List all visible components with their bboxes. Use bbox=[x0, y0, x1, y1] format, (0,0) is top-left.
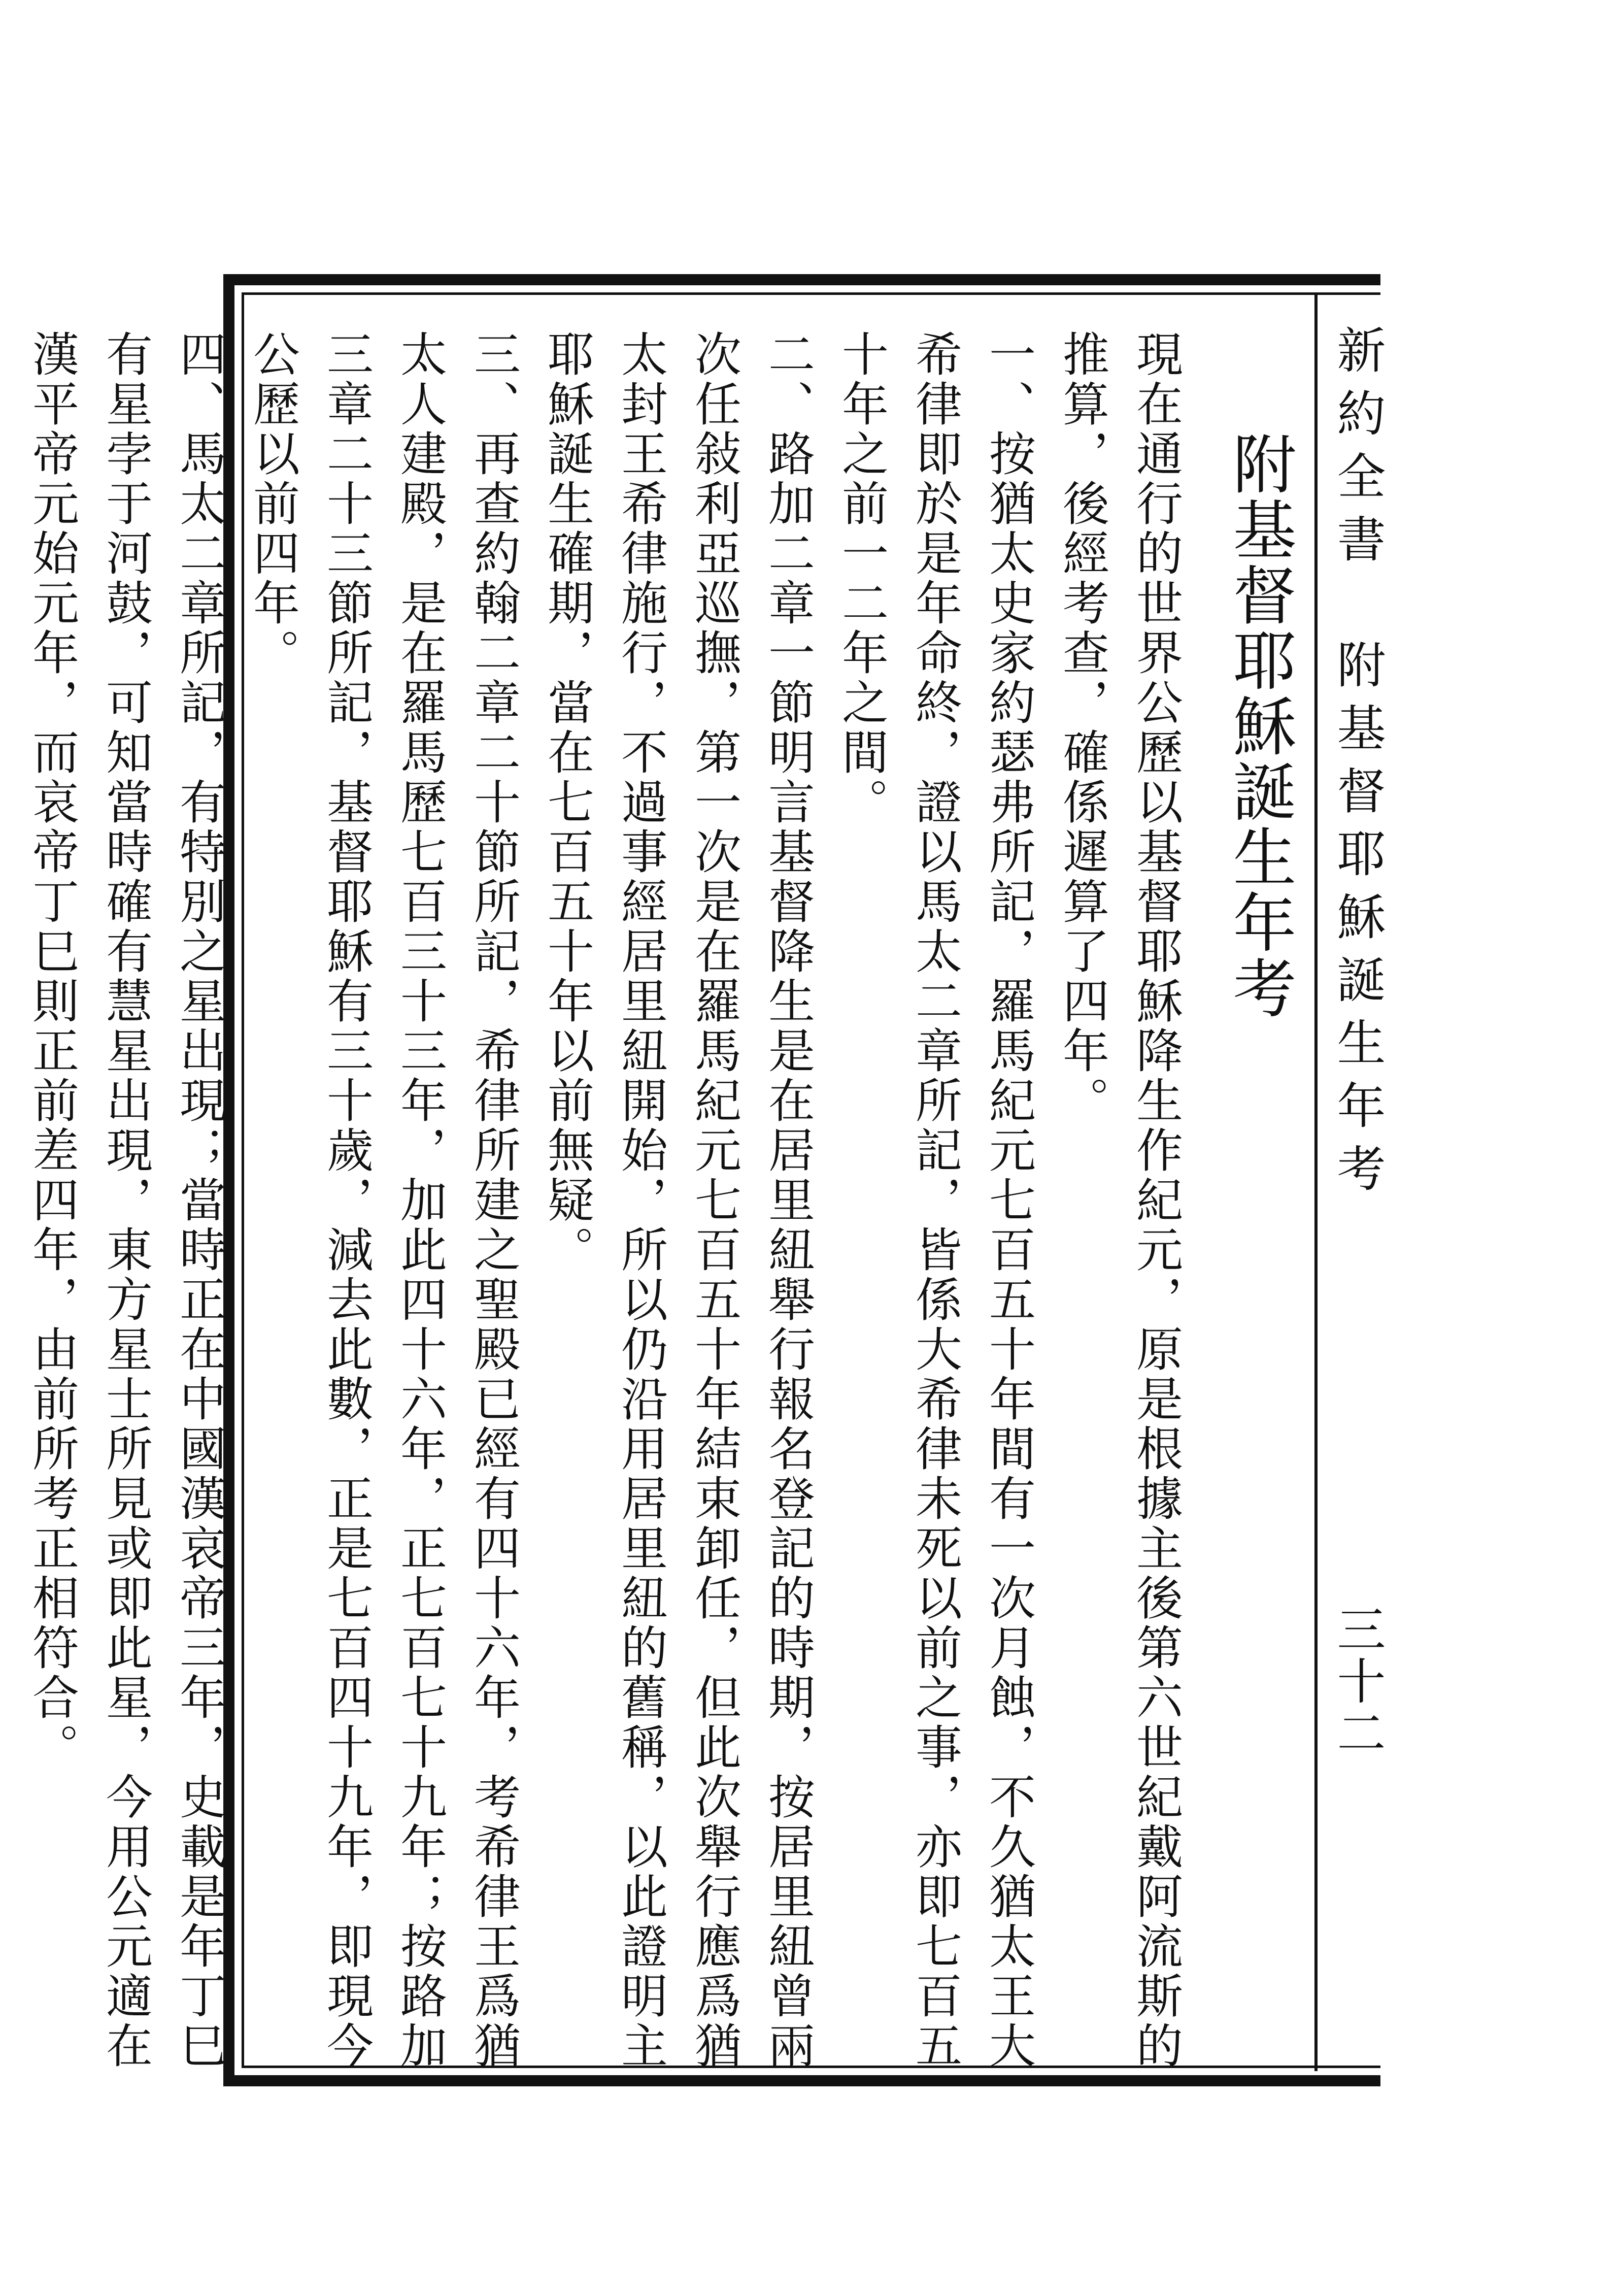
main-text bbox=[25, 330, 1304, 2076]
paragraph-3: 三、再查約翰二章二十節所記，希律所建之聖殿已經有四十六年，考希律王爲猶太人建殿，是在羅馬歷七百三十三年，加此四十六年，正七百七十九年；按路加三章二十三節所記，基督耶穌有三十歲，減去此數，正是七百四十九年，即現今公歷以前四年。 bbox=[246, 330, 521, 2071]
paragraph-1: 一、按猶太史家約瑟弗所記，羅馬紀元七百五十年間有一次月蝕，不久猶太王大希律即於是年命終，證以馬太二章所記，皆係大希律未死以前之事，亦即七百五十年之前一二年之間。 bbox=[834, 330, 1036, 2071]
running-head: 新約全書 附基督耶穌誕生年考 bbox=[1329, 325, 1386, 1206]
paragraph-intro: 現在通行的世界公歷以基督耶穌降生作紀元，原是根據主後第六世紀戴阿流斯的推算，後經考查，確係遲算了四年。 bbox=[1055, 330, 1183, 2071]
header-divider bbox=[1314, 294, 1318, 2071]
paragraph-4: 四、馬太二章所記，有特別之星出現；當時正在中國漢哀帝三年，史載是年丁巳有星孛于河鼓，可知當時確有慧星出現，東方星士所見或即此星，今用公元適在漢平帝元始元年，而哀帝丁巳則正前差四年，由前所考正相符合。 bbox=[25, 330, 226, 2071]
section-title: 附基督耶穌誕生年考 bbox=[1222, 431, 1296, 1021]
paragraph-2: 二、路加二章一節明言基督降生是在居里紐舉行報名登記的時期，按居里紐曾兩次任敍利亞巡撫，第一次是在羅馬紀元七百五十年結束卸任，但此次舉行應爲猶太封王希律施行，不過事經居里紐開始，所以仍沿用居里紐的舊稱，以此證明主耶穌誕生確期，當在七百五十年以前無疑。 bbox=[540, 330, 815, 2071]
page-number: 三十二 bbox=[1329, 1604, 1386, 1759]
